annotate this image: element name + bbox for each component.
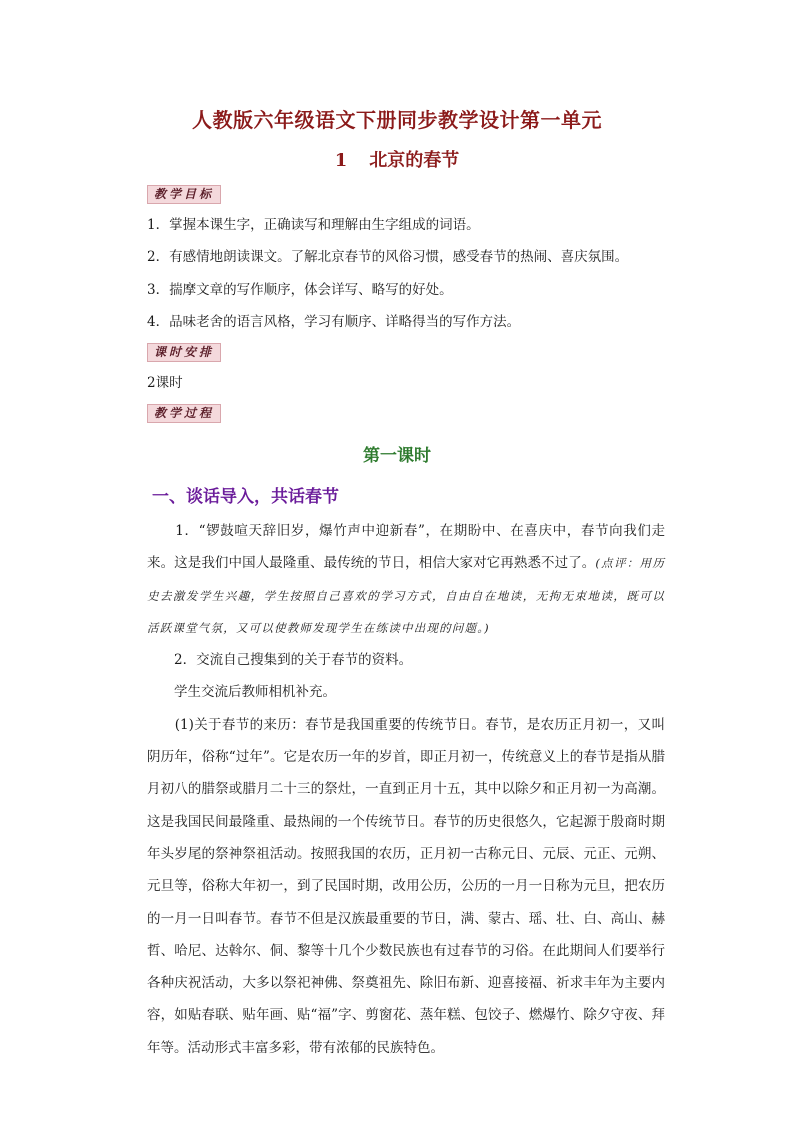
lesson-hour-heading: 第一课时 bbox=[363, 446, 431, 466]
paragraph-4 bbox=[147, 709, 665, 1064]
section-heading: 一、谈话导入，共话春节 bbox=[152, 487, 339, 507]
section-body bbox=[147, 515, 665, 1064]
goal-item-3: 3．揣摩文章的写作顺序，体会详写、略写的好处。 bbox=[147, 282, 453, 298]
paragraph-intro bbox=[147, 515, 665, 644]
paragraph-intro-comment: (点评：用历史去激发学生兴趣，学生按照自己喜欢的学习方式，自由自在地读，无拘无束地读，既可以活跃课堂气氛，又可以使教师发现学生在练读中出现的问题。) bbox=[147, 556, 666, 635]
tag-schedule: 课时安排 bbox=[147, 343, 221, 362]
tag-teaching-goals: 教学目标 bbox=[147, 185, 221, 204]
goal-item-2: 2．有感情地朗读课文。了解北京春节的风俗习惯，感受春节的热闹、喜庆氛围。 bbox=[147, 249, 629, 265]
goal-item-1: 1．掌握本课生字，正确读写和理解由生字组成的词语。 bbox=[147, 217, 480, 233]
paragraph-3 bbox=[147, 676, 665, 708]
paragraph-2-text: 2．交流自己搜集到的关于春节的资料。 bbox=[174, 652, 413, 669]
paragraph-2 bbox=[147, 644, 665, 676]
lesson-name: 北京的春节 bbox=[369, 150, 460, 171]
schedule-text: 2课时 bbox=[147, 375, 183, 391]
lesson-title bbox=[0, 146, 794, 172]
paragraph-4-text: (1)关于春节的来历：春节是我国重要的传统节日。春节，是农历正月初一，又叫阴历年，俗称“过年”。它是农历一年的岁首，即正月初一，传统意义上的春节是指从腊月初八的腊祭或腊月二十三的祭灶，一直到正月十五，其中以除夕和正月初一为高潮。这是我国民间最隆重、最热闹的一个传统节日。春节的历史很悠久，它起源于殷商时期年头岁尾的祭神祭祖活动。按照我国的农历，正月初一古称元日、元辰、元正、元朔、元旦等，俗称大年初一，到了民国时期，改用公历，公历的一月一日称为元旦，把农历的一月一日叫春节。春节不但是汉族最重要的节日，满、蒙古、瑶、壮、白、高山、赫哲、哈尼、达斡尔、侗、黎等十几个少数民族也有过春节的习俗。在此期间人们要举行各种庆祝活动，大多以祭祀神佛、祭奠祖先、除旧布新、迎喜接福、祈求丰年为主要内容，如贴春联、贴年画、贴“福”字、剪窗花、蒸年糕、包饺子、燃爆竹、除夕守夜、拜年等。活动形式丰富多彩，带有浓郁的民族特色。 bbox=[147, 716, 666, 1056]
paragraph-intro-text: 1．“锣鼓喧天辞旧岁，爆竹声中迎新春”，在期盼中、在喜庆中，春节向我们走来。这是我们中国人最隆重、最传统的节日，相信大家对它再熟悉不过了。 bbox=[147, 523, 665, 572]
tag-teaching-process: 教学过程 bbox=[147, 404, 221, 423]
lesson-number: 1 bbox=[334, 150, 348, 171]
document-title: 人教版六年级语文下册同步教学设计第一单元 bbox=[192, 108, 602, 132]
goal-item-4: 4．品味老舍的语言风格，学习有顺序、详略得当的写作方法。 bbox=[147, 314, 521, 330]
paragraph-3-text: 学生交流后教师相机补充。 bbox=[174, 684, 336, 701]
